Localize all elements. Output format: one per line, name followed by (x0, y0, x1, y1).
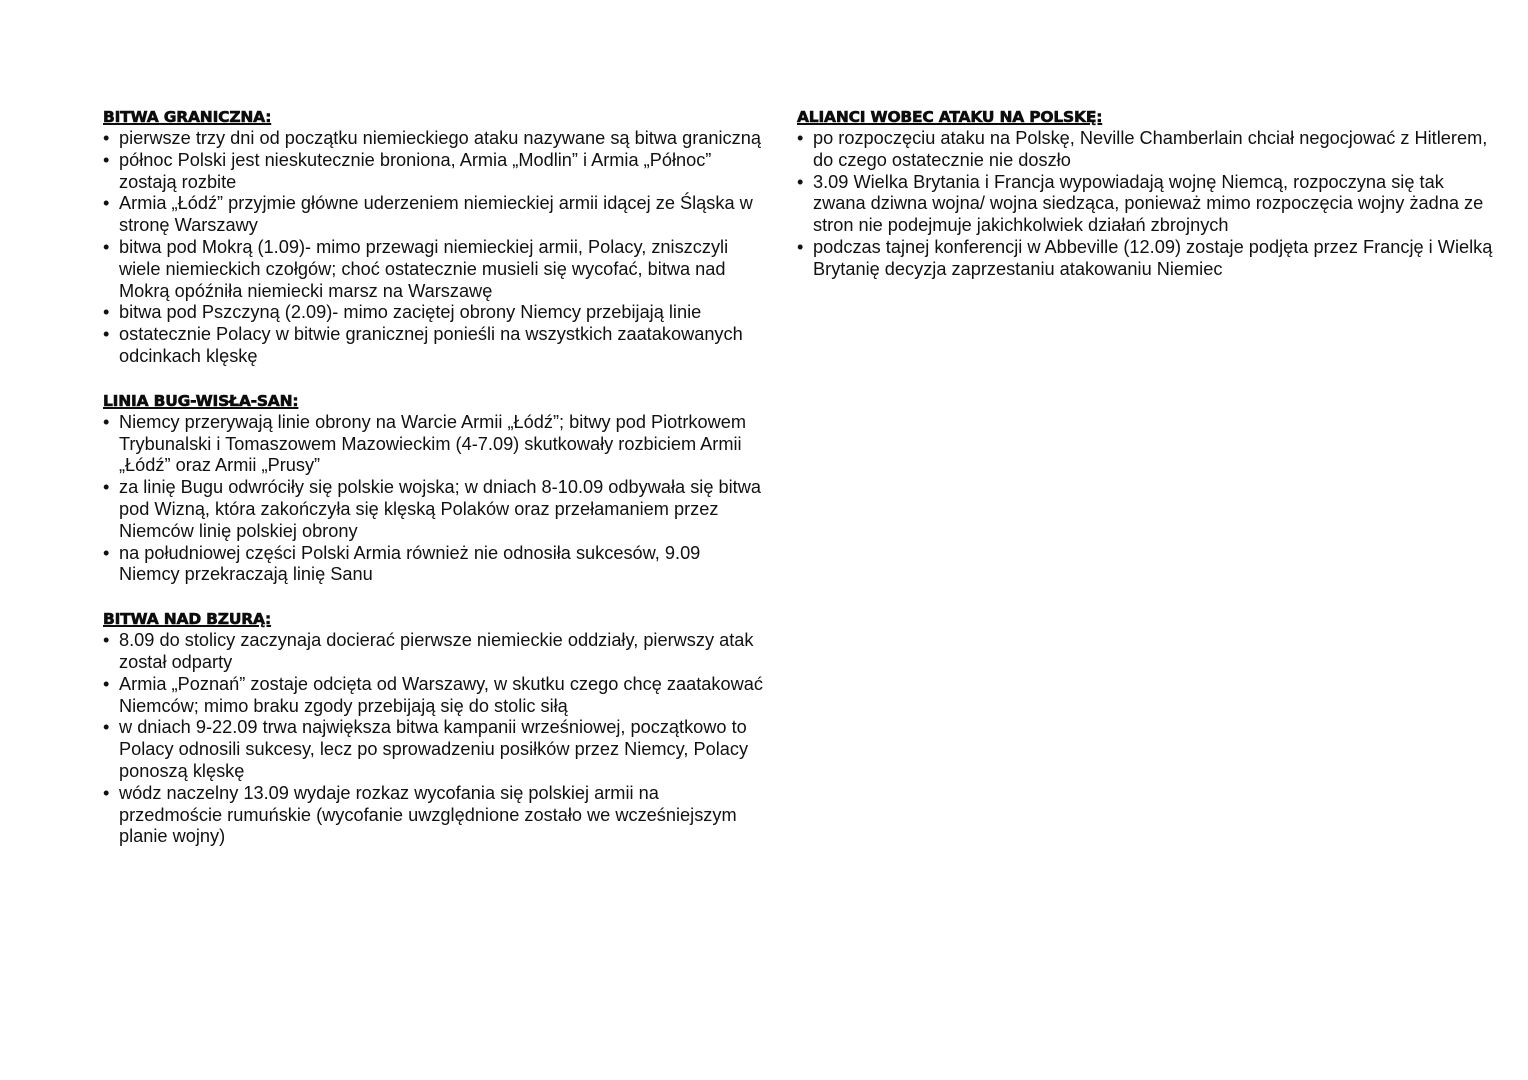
bullet-item: • za linię Bugu odwróciły się polskie wojska; w dniach 8-10.09 odbywała się bitwa pod Wizną, która zakończyła się klęską Polaków oraz przełamaniem przez Niemców linię polskiej obrony (103, 477, 763, 542)
section-bitwa-nad-bzura (103, 608, 763, 848)
bullet-item: • w dniach 9-22.09 trwa największa bitwa kampanii wrześniowej, początkowo to Polacy odnosili sukcesy, lecz po sprowadzeniu posiłków przez Niemcy, Polacy ponoszą klęskę (103, 717, 763, 782)
bullet-item: • Armia „Poznań” zostaje odcięta od Warszawy, w skutku czego chcę zaatakować Niemców; mimo braku zgody przebijają się do stolic siłą (103, 674, 763, 718)
bullet-item: • podczas tajnej konferencji w Abbeville (12.09) zostaje podjęta przez Francję i Wielką Brytanię decyzja zaprzestaniu atakowaniu Niemiec (797, 237, 1497, 281)
bullet-item: • na południowej części Polski Armia również nie odnosiła sukcesów, 9.09 Niemcy przekraczają linię Sanu (103, 543, 763, 587)
bullet-item: • bitwa pod Mokrą (1.09)- mimo przewagi niemieckiej armii, Polacy, zniszczyli wiele niemieckich czołgów; choć ostatecznie musieli się wycofać, bitwa nad Mokrą opóźniła niemiecki marsz na Warszawę (103, 237, 763, 302)
left-column (103, 106, 763, 870)
right-column (797, 106, 1497, 303)
bullet-item: • wódz naczelny 13.09 wydaje rozkaz wycofania się polskiej armii na przedmoście rumuńskie (wycofanie uwzględnione zostało we wcześniejszym planie wojny) (103, 783, 763, 848)
section-heading: BITWA NAD BZURĄ: (103, 610, 272, 629)
section-linia-bug-wisla-san (103, 390, 763, 586)
bullet-item: • ostatecznie Polacy w bitwie granicznej ponieśli na wszystkich zaatakowanych odcinkach klęskę (103, 324, 763, 368)
bullet-item: • po rozpoczęciu ataku na Polskę, Neville Chamberlain chciał negocjować z Hitlerem, do czego ostatecznie nie doszło (797, 128, 1497, 172)
bullet-item: • Niemcy przerywają linie obrony na Warcie Armii „Łódź”; bitwy pod Piotrkowem Trybunalski i Tomaszowem Mazowieckim (4-7.09) skutkowały rozbiciem Armii „Łódź” oraz Armii „Prusy” (103, 412, 763, 477)
section-bitwa-graniczna (103, 106, 763, 368)
bullet-list (103, 412, 763, 586)
bullet-item: • 8.09 do stolicy zaczynaja docierać pierwsze niemieckie oddziały, pierwszy atak został odparty (103, 630, 763, 674)
bullet-item: • pierwsze trzy dni od początku niemieckiego ataku nazywane są bitwa graniczną (103, 128, 763, 150)
section-alianci-wobec-ataku (797, 106, 1497, 281)
bullet-list (103, 630, 763, 848)
bullet-item: • północ Polski jest nieskutecznie broniona, Armia „Modlin” i Armia „Północ” zostają rozbite (103, 150, 763, 194)
section-heading: BITWA GRANICZNA: (103, 108, 272, 126)
bullet-item: • 3.09 Wielka Brytania i Francja wypowiadają wojnę Niemcą, rozpoczyna się tak zwana dziwna wojna/ wojna siedząca, ponieważ mimo rozpoczęcia wojny żadna ze stron nie podejmuje jakichkolwiek działań zbrojnych (797, 172, 1497, 237)
section-heading: ALIANCI WOBEC ATAKU NA POLSKĘ: (797, 108, 1103, 126)
section-heading: LINIA BUG-WISŁA-SAN: (103, 391, 299, 410)
bullet-list (103, 128, 763, 368)
bullet-list (797, 128, 1497, 281)
bullet-item: • Armia „Łódź” przyjmie główne uderzeniem niemieckiej armii idącej ze Śląska w stronę Warszawy (103, 193, 763, 237)
bullet-item: • bitwa pod Pszczyną (2.09)- mimo zaciętej obrony Niemcy przebijają linie (103, 302, 763, 324)
